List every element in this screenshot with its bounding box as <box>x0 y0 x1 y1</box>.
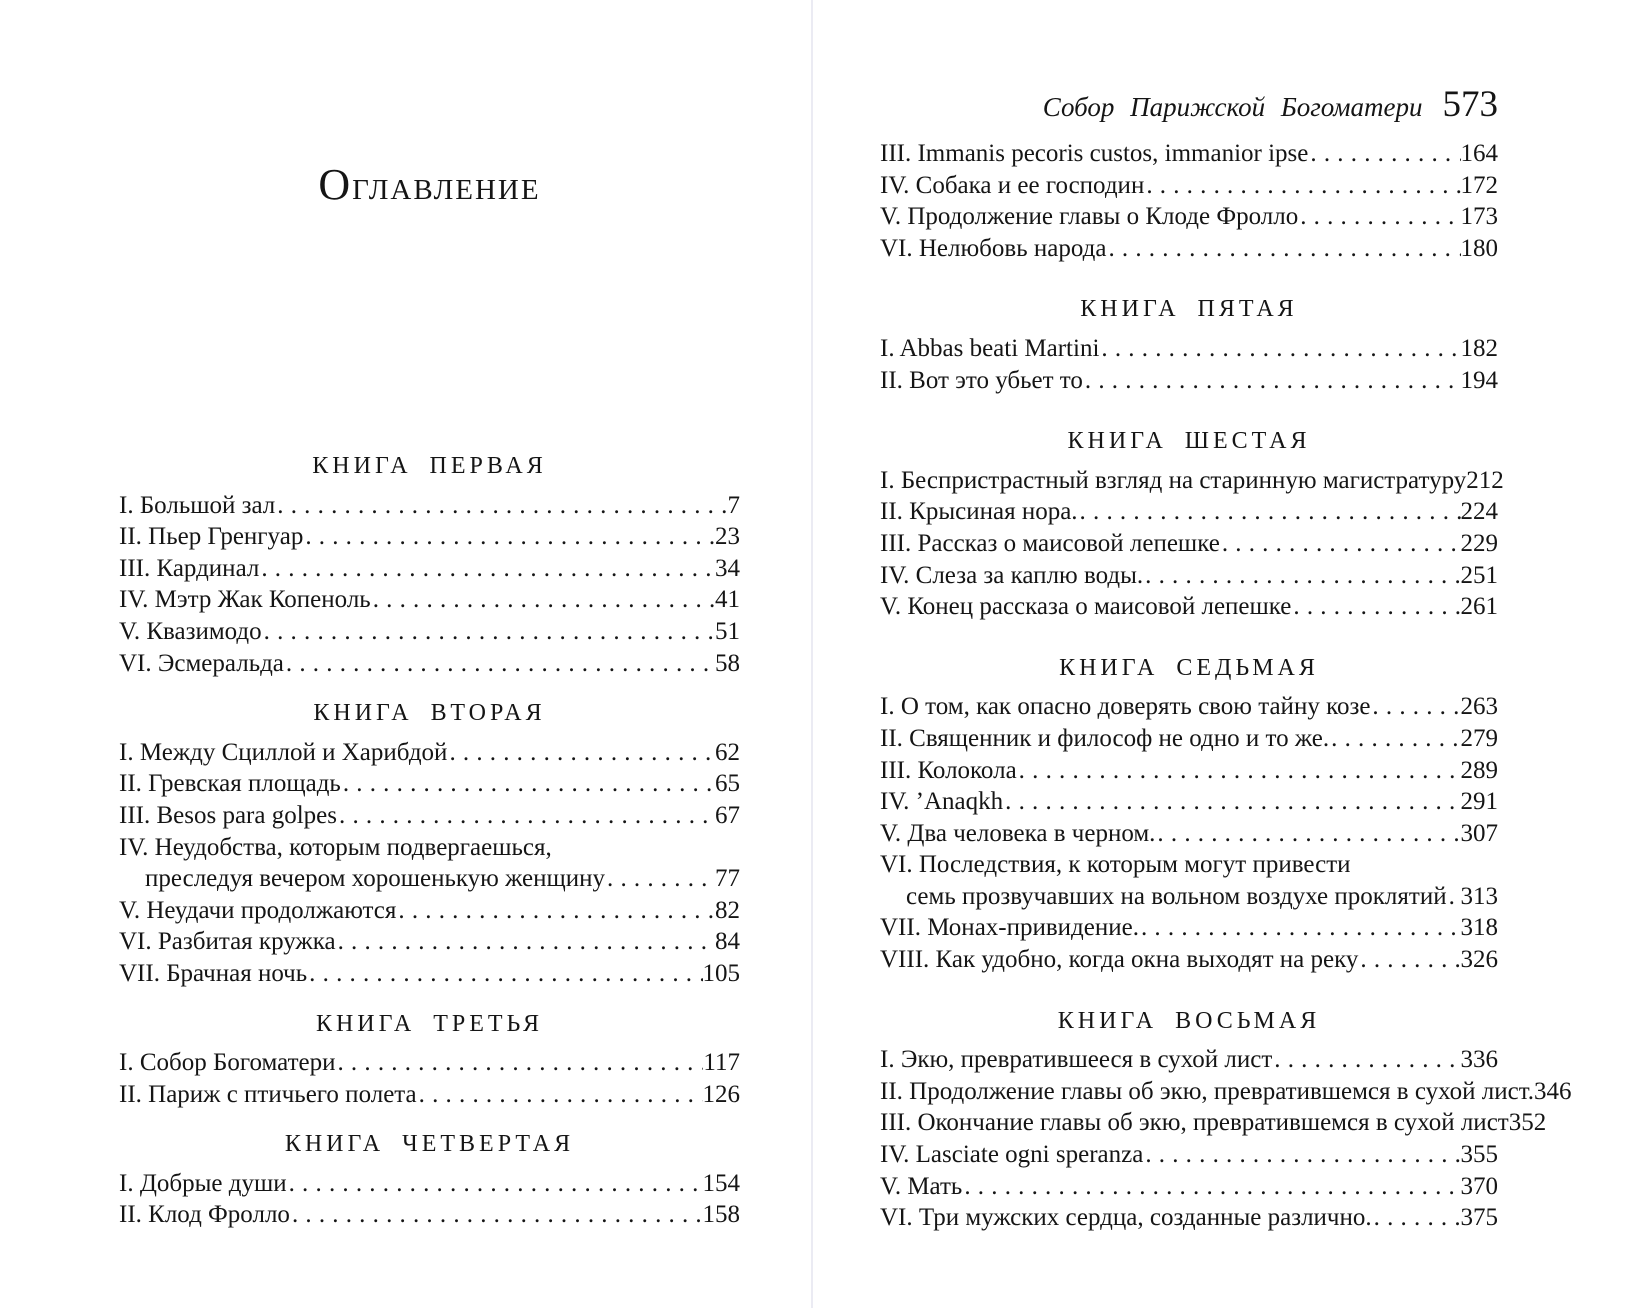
entry-page-number: 7 <box>727 491 740 519</box>
dot-leader <box>1370 691 1460 723</box>
entry-label: V. Продолжение главы о Клоде Фролло <box>880 203 1299 231</box>
entry-page-number: 291 <box>1460 788 1498 816</box>
toc-entry <box>880 1171 1498 1203</box>
dot-leader <box>337 800 715 832</box>
entry-page-number: 62 <box>715 738 740 766</box>
dot-leader <box>1144 170 1460 202</box>
toc-entry <box>119 800 740 832</box>
dot-leader <box>287 1168 703 1200</box>
entry-page-number: 180 <box>1460 234 1498 262</box>
toc-entry <box>880 201 1498 233</box>
entry-page-number: 352 <box>1508 1109 1547 1137</box>
dot-leader <box>1017 755 1461 787</box>
dot-leader <box>262 616 715 648</box>
entry-label: I. О том, как опасно доверять свою тайну козе <box>880 693 1371 721</box>
entry-label: VI. Эсмеральда <box>119 649 284 677</box>
section-heading: КНИГА ЧЕТВЕРТАЯ <box>284 1131 575 1158</box>
entry-page-number: 172 <box>1460 171 1498 199</box>
toc-entry <box>119 737 740 769</box>
toc-entry <box>119 958 740 990</box>
dot-leader <box>284 648 715 680</box>
running-head-title: Собор Парижской Богоматери <box>1042 92 1423 122</box>
dot-leader <box>1291 591 1460 623</box>
section-entries <box>880 1044 1572 1234</box>
entry-page-number: 375 <box>1460 1204 1498 1232</box>
entry-label: V. Квазимодо <box>119 617 262 645</box>
entry-label: VIII. Как удобно, когда окна выходят на реку <box>880 946 1359 974</box>
section-heading: КНИГА ШЕСТАЯ <box>1067 428 1311 455</box>
entry-label: IV. Слеза за каплю воды. <box>880 561 1144 589</box>
toc-entry <box>880 1202 1498 1234</box>
entry-label: I. Экю, превратившееся в сухой лист <box>880 1046 1273 1074</box>
section-entries <box>119 1168 740 1231</box>
toc-section-book-1 <box>119 451 740 679</box>
toc-entry <box>880 591 1498 623</box>
dot-leader <box>307 958 702 990</box>
toc-entry <box>880 138 1498 170</box>
entry-label: семь прозвучавших на вольном воздухе проклятий <box>906 882 1447 910</box>
section-entries <box>119 1047 740 1110</box>
entry-label: II. Продолжение главы об экю, превратившемся в сухой лист. <box>880 1077 1535 1105</box>
entry-page-number: 261 <box>1460 593 1498 621</box>
entry-page-number: 117 <box>703 1049 740 1077</box>
entry-page-number: 229 <box>1460 529 1498 557</box>
dot-leader <box>1447 881 1461 913</box>
dot-leader <box>290 1199 703 1231</box>
section-heading: КНИГА ПЕРВАЯ <box>312 453 547 479</box>
entry-page-number: 158 <box>702 1201 740 1229</box>
entry-label: III. Кардинал <box>119 554 260 582</box>
entry-label: II. Пьер Гренгуар <box>119 523 304 551</box>
toc-entry <box>880 912 1498 944</box>
dot-leader <box>1099 333 1460 365</box>
entry-label: VII. Брачная ночь <box>119 959 308 987</box>
entry-page-number: 84 <box>715 928 740 956</box>
entry-page-number: 355 <box>1460 1141 1498 1169</box>
dot-leader <box>1298 201 1460 233</box>
entry-page-number: 313 <box>1460 882 1498 910</box>
entry-label: II. Париж с птичьего полета <box>119 1080 417 1108</box>
entry-page-number: 289 <box>1460 756 1498 784</box>
entry-label: II. Священник и философ не одно и то же. <box>880 724 1330 752</box>
toc-entry <box>880 691 1498 723</box>
entry-label: IV. Собака и ее господин <box>880 171 1145 199</box>
entry-label: VI. Разбитая кружка <box>119 928 336 956</box>
running-head <box>880 85 1498 127</box>
toc-entry <box>119 768 740 800</box>
entry-page-number: 77 <box>715 865 740 893</box>
dot-leader <box>1272 1044 1460 1076</box>
toc-entry <box>119 926 740 958</box>
toc-entry <box>880 560 1498 592</box>
toc-section-book-6 <box>880 426 1504 623</box>
toc-entry <box>880 849 1498 881</box>
dot-leader <box>1139 912 1461 944</box>
entry-page-number: 58 <box>715 649 740 677</box>
section-entries <box>880 465 1504 623</box>
entry-page-number: 82 <box>715 896 740 924</box>
entry-page-number: 370 <box>1460 1172 1498 1200</box>
toc-entry <box>119 863 740 895</box>
section-heading: КНИГА ТРЕТЬЯ <box>315 1010 544 1037</box>
entry-label: III. Besos para golpes <box>119 801 337 829</box>
toc-section-book-2 <box>119 698 740 989</box>
dot-leader <box>1372 1202 1461 1234</box>
dot-leader <box>259 553 715 585</box>
entry-page-number: 326 <box>1460 946 1498 974</box>
toc-entry <box>880 528 1498 560</box>
dot-leader <box>447 737 715 769</box>
toc-section-book-8 <box>880 1006 1572 1234</box>
dot-leader <box>336 926 715 958</box>
dot-leader <box>962 1171 1460 1203</box>
dot-leader <box>396 895 715 927</box>
dot-leader <box>341 768 715 800</box>
entry-label: II. Гревская площадь <box>119 770 341 798</box>
entry-label: IV. Неудобства, которым подвергаешься, <box>119 833 552 861</box>
toc-entry <box>880 333 1498 365</box>
toc-entry <box>119 553 740 585</box>
entry-label: II. Клод Фролло <box>119 1201 290 1229</box>
entry-label: II. Вот это убьет то <box>880 366 1083 394</box>
dot-leader <box>303 521 715 553</box>
entry-page-number: 182 <box>1460 334 1498 362</box>
right-page <box>880 0 1572 1234</box>
section-entries <box>880 138 1498 264</box>
entry-label: преследуя вечером хорошенькую женщину <box>145 865 605 893</box>
entry-page-number: 51 <box>715 617 740 645</box>
toc-entry <box>880 1044 1498 1076</box>
entry-page-number: 251 <box>1460 561 1498 589</box>
left-page <box>119 0 740 1231</box>
toc-entry <box>880 365 1498 397</box>
entry-page-number: 105 <box>702 959 740 987</box>
toc-entry <box>119 616 740 648</box>
toc-entry <box>880 233 1498 265</box>
toc-entry <box>119 1079 740 1111</box>
entry-label: III. Колокола <box>880 756 1017 784</box>
dot-leader <box>1003 786 1460 818</box>
entry-page-number: 164 <box>1460 140 1498 167</box>
toc-entry <box>119 832 740 864</box>
entry-label: V. Неудачи продолжаются <box>119 896 397 924</box>
entry-page-number: 279 <box>1460 724 1498 752</box>
toc-section-book-7 <box>880 653 1498 976</box>
toc-entry <box>119 1199 740 1231</box>
dot-leader <box>1308 138 1460 170</box>
entry-page-number: 336 <box>1460 1046 1498 1074</box>
page-number: 573 <box>1442 84 1498 125</box>
dot-leader <box>1220 528 1461 560</box>
dot-leader <box>275 490 727 522</box>
entry-page-number: 154 <box>702 1169 740 1197</box>
entry-page-number: 194 <box>1460 366 1498 394</box>
entry-label: I. Большой зал <box>119 491 276 519</box>
toc-entry <box>880 818 1498 850</box>
toc-entry <box>880 1076 1572 1108</box>
section-entries <box>119 490 740 680</box>
toc-entry <box>880 1139 1498 1171</box>
entry-label: VI. Нелюбовь народа <box>880 234 1107 262</box>
dot-leader <box>371 584 715 616</box>
dot-leader <box>1143 560 1460 592</box>
dot-leader <box>605 863 715 895</box>
dot-leader <box>1143 1139 1460 1171</box>
entry-label: III. Immanis pecoris custos, immanior ipse <box>880 140 1309 167</box>
entry-page-number: 23 <box>715 523 740 551</box>
entry-label: I. Добрые души <box>119 1169 287 1197</box>
dot-leader <box>1106 233 1460 265</box>
toc-section-book-3 <box>119 1009 740 1111</box>
entry-page-number: 65 <box>715 770 740 798</box>
entry-page-number: 346 <box>1534 1077 1572 1105</box>
entry-label: V. Два человека в черном. <box>880 819 1156 847</box>
section-heading: КНИГА СЕДЬМАЯ <box>1059 654 1319 681</box>
entry-page-number: 212 <box>1466 466 1504 494</box>
entry-page-number: 263 <box>1460 693 1498 721</box>
dot-leader <box>1358 944 1460 976</box>
entry-label: I. Abbas beati Martini <box>880 334 1100 362</box>
entry-label: VII. Монах-привидение. <box>880 914 1139 942</box>
toc-entry <box>880 723 1498 755</box>
entry-page-number: 307 <box>1460 819 1498 847</box>
entry-label: V. Мать <box>880 1172 963 1200</box>
toc-entry <box>880 755 1498 787</box>
toc-entry <box>880 496 1498 528</box>
entry-page-number: 126 <box>702 1080 740 1108</box>
entry-label: IV. Lasciate ogni speranza <box>880 1141 1144 1169</box>
entry-label: VI. Три мужских сердца, созданные различно. <box>880 1204 1372 1232</box>
entry-label: I. Между Сциллой и Харибдой <box>119 738 448 766</box>
toc-entry <box>880 1107 1547 1139</box>
entry-page-number: 224 <box>1460 498 1498 526</box>
entry-label: I. Беспристрастный взгляд на старинную магистратуру <box>880 466 1467 494</box>
entry-page-number: 173 <box>1460 203 1498 231</box>
dot-leader <box>1083 365 1461 397</box>
toc-section-book-4-continued <box>880 138 1498 264</box>
dot-leader <box>552 832 740 864</box>
toc-entry <box>119 584 740 616</box>
dot-leader <box>335 1047 703 1079</box>
entry-page-number: 34 <box>715 554 740 582</box>
entry-label: III. Окончание главы об экю, превратившемся в сухой лист <box>880 1109 1509 1137</box>
toc-entry <box>880 465 1504 497</box>
entry-page-number: 318 <box>1460 914 1498 942</box>
entry-label: V. Конец рассказа о маисовой лепешке <box>880 593 1292 621</box>
page-gutter-divider <box>811 0 813 1308</box>
toc-section-book-5 <box>880 294 1498 396</box>
toc-entry <box>119 521 740 553</box>
toc-entry <box>880 944 1498 976</box>
entry-label: IV. ’Anaqkh <box>880 788 1004 816</box>
entry-label: IV. Мэтр Жак Копеноль <box>119 586 371 614</box>
toc-entry <box>880 881 1498 913</box>
entry-page-number: 67 <box>715 801 740 829</box>
entry-label: II. Крысиная нора. <box>880 498 1078 526</box>
toc-entry <box>880 786 1498 818</box>
section-entries <box>880 333 1498 396</box>
toc-entry <box>119 1047 740 1079</box>
section-entries <box>880 691 1498 975</box>
entry-label: I. Собор Богоматери <box>119 1049 336 1077</box>
toc-entry <box>119 1168 740 1200</box>
toc-entry <box>880 170 1498 202</box>
entry-label: VI. Последствия, к которым могут привести <box>880 851 1351 879</box>
entry-page-number: 41 <box>715 586 740 614</box>
toc-entry <box>119 490 740 522</box>
section-entries <box>119 737 740 990</box>
dot-leader <box>417 1079 703 1111</box>
toc-entry <box>119 895 740 927</box>
dot-leader <box>1078 496 1461 528</box>
section-heading: КНИГА ВОСЬМАЯ <box>1057 1007 1321 1034</box>
dot-leader <box>1329 723 1460 755</box>
section-heading: КНИГА ПЯТАЯ <box>1080 296 1298 323</box>
entry-label: III. Рассказ о маисовой лепешке <box>880 529 1220 557</box>
toc-title: ОГЛАВЛЕНИЕ <box>318 160 541 209</box>
dot-leader <box>1155 818 1460 850</box>
toc-entry <box>119 648 740 680</box>
toc-section-book-4 <box>119 1129 740 1231</box>
dot-leader <box>1351 849 1498 881</box>
section-heading: КНИГА ВТОРАЯ <box>313 700 546 727</box>
